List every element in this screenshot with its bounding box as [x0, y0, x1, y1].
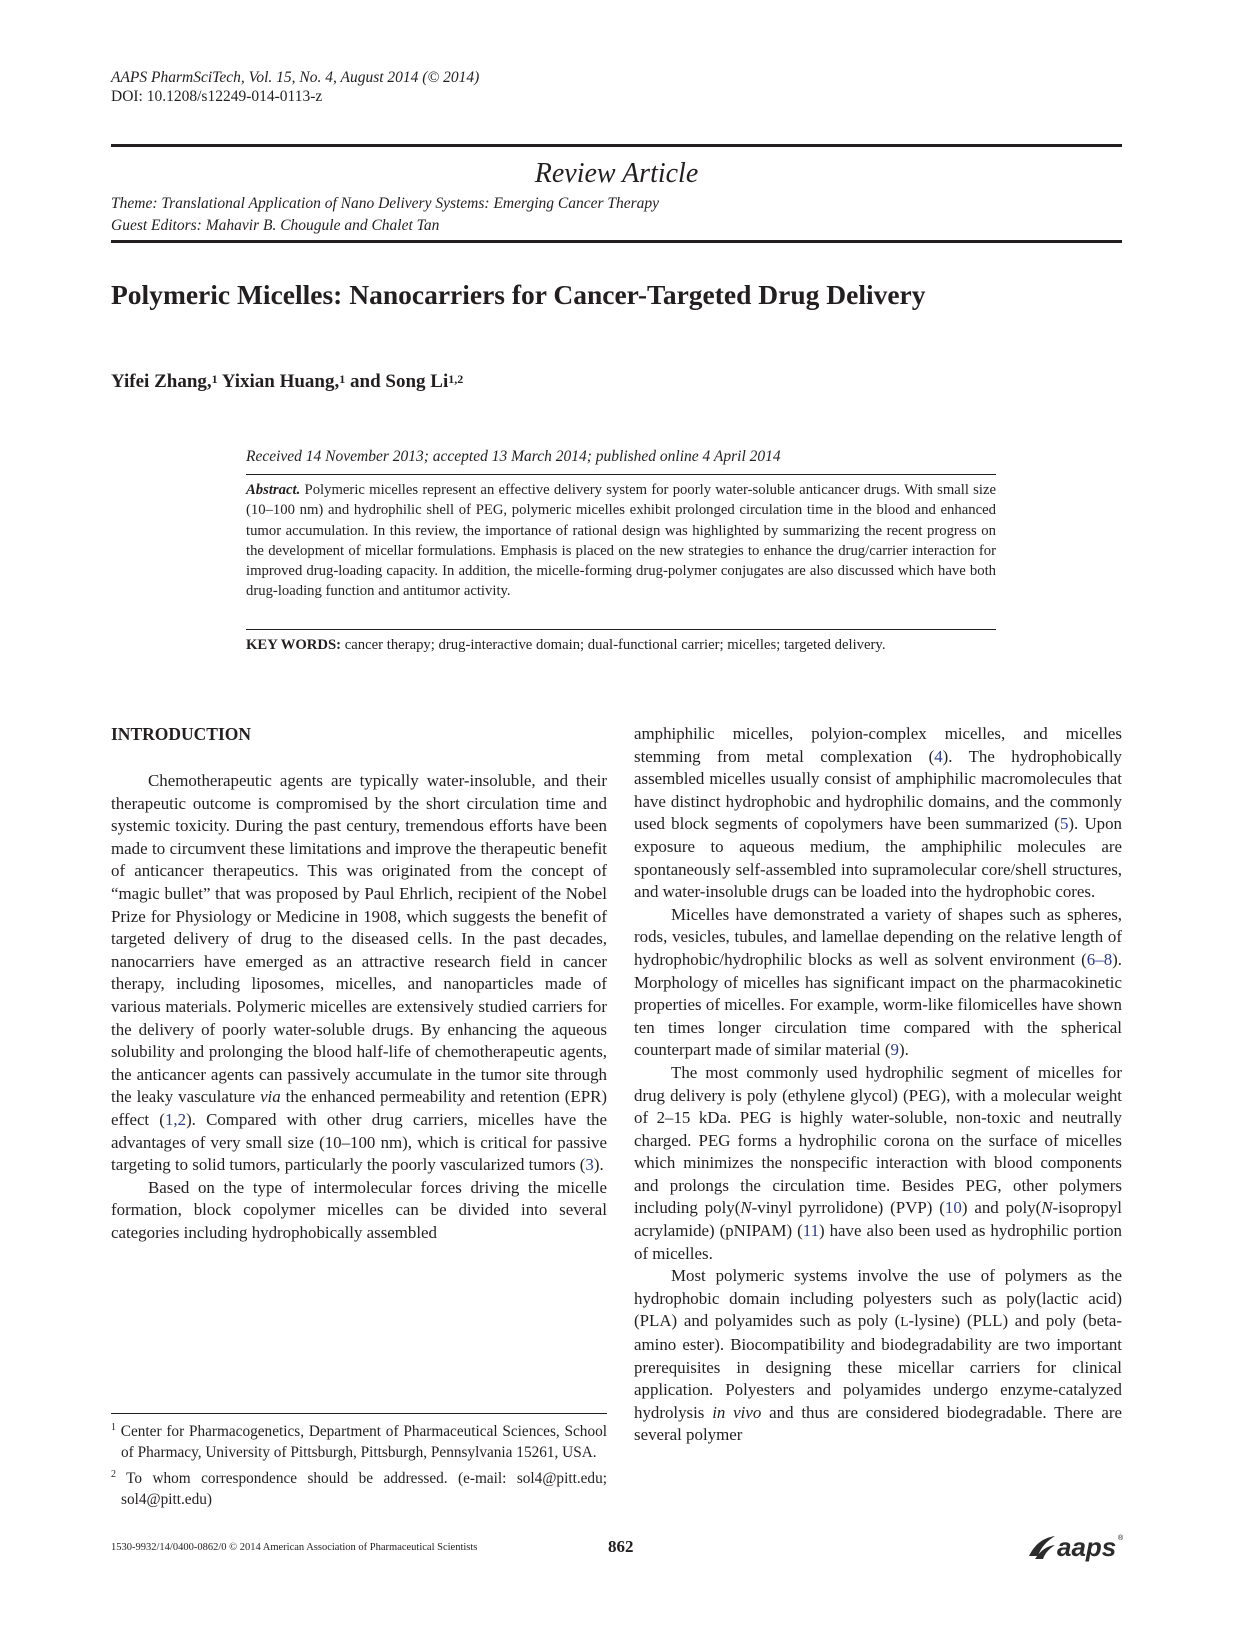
received-dates: Received 14 November 2013; accepted 13 March 2014; published online 4 April 2014 — [246, 448, 781, 465]
text-run: -isopropyl acrylamide) (pNIPAM) ( — [634, 1198, 1122, 1241]
author-affiliation: 1,2 — [448, 372, 464, 386]
footnote-rule — [111, 1413, 607, 1414]
article-title: Polymeric Micelles: Nanocarriers for Cancer-Targeted Drug Delivery — [111, 279, 926, 310]
text-run: ) and poly( — [961, 1198, 1042, 1218]
abstract — [246, 480, 996, 602]
footnote-text: Center for Pharmacogenetics, Department of Pharmaceutical Sciences, School of Pharmacy, University of Pittsburgh, Pittsburgh, Pennsylvania 15261, USA. — [120, 1423, 607, 1461]
logo-swoosh-icon — [1029, 1536, 1055, 1559]
text-run: ). — [899, 1040, 909, 1060]
reference-link[interactable]: 6–8 — [1086, 949, 1113, 969]
author-name: Yifei Zhang, — [111, 371, 212, 392]
author-separator: and — [345, 371, 386, 392]
reference-link[interactable]: 9 — [890, 1040, 899, 1060]
author-affiliation: 1 — [211, 372, 218, 386]
text-run-italic: N — [740, 1198, 752, 1218]
footnote — [111, 1465, 607, 1510]
page-number: 862 — [608, 1537, 634, 1556]
journal-header — [111, 68, 479, 106]
text-run: -lysine) (PLL) and poly (beta-amino ester). Biocompatibility and biodegradability are two important prerequisites in designing these micellar carriers for clinical application. Polyesters and polyamides undergo enzyme-catalyzed hydrolysis — [634, 1311, 1122, 1422]
journal-citation: AAPS PharmSciTech, Vol. 15, No. 4, August 2014 (© 2014) — [111, 69, 480, 86]
footnote-mark: 2 — [111, 1469, 116, 1481]
reference-link[interactable]: 10 — [944, 1198, 962, 1218]
doi: DOI: 10.1208/s12249-014-0113-z — [111, 88, 323, 105]
reference-link[interactable]: 11 — [802, 1221, 820, 1241]
issn-copyright: 1530-9932/14/0400-0862/0 © 2014 American Association of Pharmaceutical Scientists — [111, 1542, 478, 1553]
reference-link[interactable]: 3 — [585, 1155, 594, 1175]
keywords — [246, 636, 996, 655]
footnote-text: To whom correspondence should be addressed. (e-mail: sol4@pitt.edu; sol4@pitt.edu) — [121, 1470, 607, 1508]
section-heading: INTRODUCTION — [111, 724, 252, 744]
author-name: Song Li — [385, 371, 449, 392]
text-run: ). — [593, 1155, 604, 1175]
text-run: ). Upon exposure to aqueous medium, the amphiphilic molecules are spontaneously self-assembled into supramolecular core/shell structures, and water-insoluble drugs can be loaded into the hydrophobic cores. — [634, 814, 1122, 902]
text-run-italic: N — [1041, 1198, 1053, 1218]
text-run: ) have also been used as hydrophilic portion of micelles. — [634, 1221, 1122, 1263]
header-rule-bottom — [111, 240, 1122, 243]
text-run: and thus are considered biodegradable. There are several polymer — [634, 1402, 1122, 1445]
text-run-italic: in vivo — [712, 1402, 762, 1422]
text-run-smallcaps: L — [900, 1314, 909, 1330]
body-paragraph — [634, 1265, 1122, 1447]
logo-text: aaps — [1057, 1532, 1117, 1562]
abstract-text: Polymeric micelles represent an effective delivery system for poorly water-soluble anticancer drugs. With small size (10–100 nm) and hydrophilic shell of PEG, polymeric micelles exhibit prolonged circulation time in the blood and enhanced tumor accumulation. In this review, the importance of rational design was highlighted by summarizing the recent progress on the development of micellar formulations. Emphasis is placed on the new strategies to enhance the drug/carrier interaction for improved drug-loading capacity. In addition, the micelle-forming drug-polymer conjugates are also discussed which have both drug-loading function and antitumor activity. — [246, 482, 997, 600]
text-run: ). The hydrophobically assembled micelles usually consist of amphiphilic macromolecules that have distinct hydrophobic and hydrophilic domains, and the commonly used block segments of copolymers have been summarized ( — [634, 746, 1122, 834]
reference-link[interactable]: 1,2 — [164, 1109, 187, 1129]
registered-mark-icon: ® — [1118, 1535, 1124, 1542]
text-run: Chemotherapeutic agents are typically water-insoluble, and their therapeutic outcome is compromised by the short circulation time and systemic toxicity. During the past century, tremendous efforts have been made to circumvent these limitations and improve the therapeutic benefit of anticancer therapeutics. This was originated from the concept of “magic bullet” that was proposed by Paul Ehrlich, recipient of the Nobel Prize for Physiology or Medicine in 1908, which suggests the benefit of targeted delivery of drug to the diseased cells. In the past decades, nanocarriers have emerged as an attractive research field in cancer therapy, including liposomes, micelles, and nanoparticles made of various materials. Polymeric micelles are extensively studied carriers for the delivery of poorly water-soluble drugs. By enhancing the aqueous solubility and prolonging the blood half-life of chemotherapeutic agents, the anticancer agents can passively accumulate in the tumor site through the leaky vasculature — [111, 771, 607, 1107]
theme-block — [111, 193, 659, 237]
text-run: amphiphilic micelles, polyion-complex micelles, and micelles stemming from metal complexation ( — [634, 724, 1122, 766]
keywords-text: cancer therapy; drug-interactive domain; dual-functional carrier; micelles; targeted delivery. — [344, 637, 886, 653]
left-column — [111, 770, 607, 1244]
reference-link[interactable]: 5 — [1059, 814, 1069, 834]
author-affiliation: 1 — [339, 372, 346, 386]
header-rule-top — [111, 144, 1122, 147]
footnote — [111, 1418, 607, 1463]
text-run: Micelles have demonstrated a variety of shapes such as spheres, rods, vesicles, tubules, and lamellae depending on the relative length of hydrophobic/hydrophilic blocks as well as solvent environment ( — [634, 904, 1122, 969]
author-list — [111, 370, 463, 394]
body-paragraph — [111, 770, 607, 1177]
body-paragraph — [634, 723, 1122, 904]
abstract-rule-bottom — [246, 629, 996, 630]
footnote-mark: 1 — [111, 1422, 116, 1433]
footnotes — [111, 1418, 607, 1512]
text-run: The most commonly used hydrophilic segment of micelles for drug delivery is poly (ethylene glycol) (PEG), with a molecular weight of 2–15 kDa. PEG is highly water-soluble, non-toxic and neutrally charged. PEG forms a hydrophilic corona on the surface of micelles which minimizes the nonspecific interaction with blood components and prolongs the circulation time. Besides PEG, other polymers including poly( — [634, 1062, 1122, 1218]
article-type: Review Article — [534, 158, 699, 189]
text-run-italic: via — [260, 1087, 281, 1107]
text-run: ). Compared with other drug carriers, micelles have the advantages of very small size (10–100 nm), which is critical for passive targeting to solid tumors, particularly the poorly vascularized tumors ( — [111, 1109, 607, 1175]
aaps-logo-icon — [1025, 1526, 1125, 1566]
abstract-label: Abstract. — [246, 482, 301, 498]
text-run: ). Morphology of micelles has significant impact on the pharmacokinetic properties of micelles. For example, worm-like filomicelles have shown ten times longer circulation time compared with the spherical counterpart made of similar material ( — [634, 949, 1122, 1060]
text-run: the enhanced permeability and retention (EPR) effect ( — [111, 1087, 607, 1129]
keywords-label: KEY WORDS: — [246, 637, 342, 653]
text-run: -vinyl pyrrolidone) (PVP) ( — [751, 1198, 945, 1218]
abstract-rule-top — [246, 474, 996, 475]
text-run: Most polymeric systems involve the use of polymers as the hydrophobic domain including polyesters such as poly(lactic acid) (PLA) and polyamides such as poly ( — [634, 1266, 1122, 1331]
theme-line: Theme: Translational Application of Nano Delivery Systems: Emerging Cancer Therapy — [111, 195, 660, 212]
author-name: Yixian Huang, — [221, 371, 340, 392]
body-paragraph: Based on the type of intermolecular forces driving the micelle formation, block copolymer micelles can be divided into several categories including hydrophobically assembled — [111, 1177, 607, 1242]
body-paragraph — [634, 904, 1122, 1062]
guest-editors-line: Guest Editors: Mahavir B. Chougule and Chalet Tan — [111, 217, 440, 234]
body-paragraph — [634, 1062, 1122, 1265]
right-column — [634, 723, 1122, 1447]
reference-link[interactable]: 4 — [934, 746, 943, 766]
